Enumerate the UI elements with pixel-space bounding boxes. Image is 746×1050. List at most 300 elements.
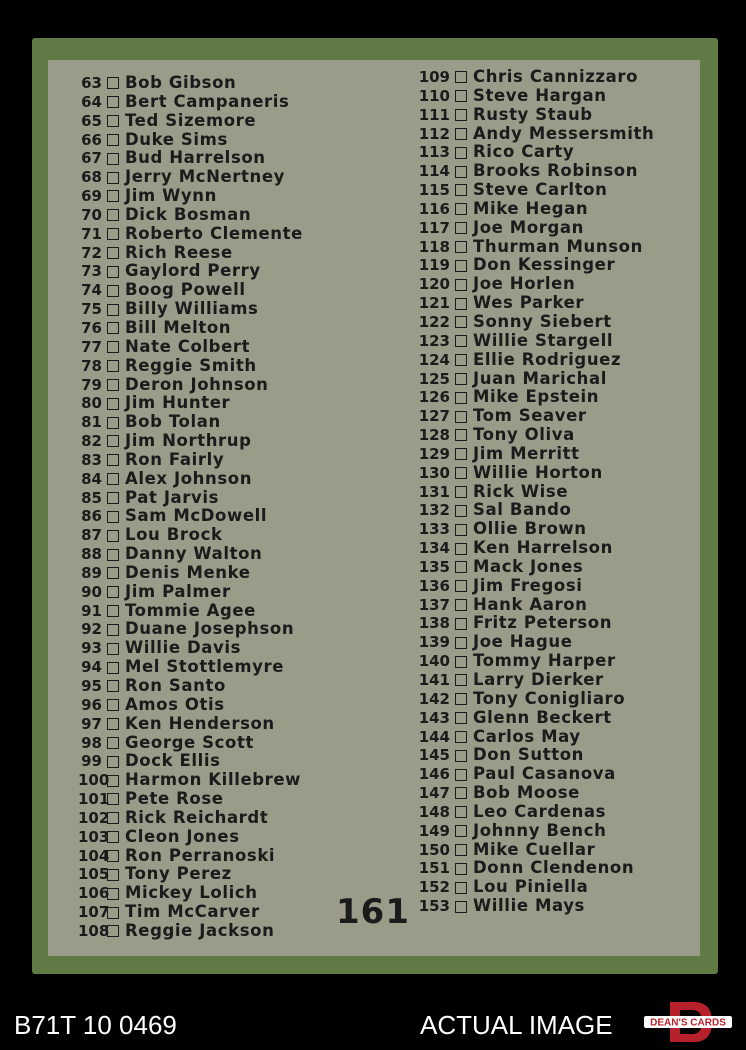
player-name: Jim Palmer xyxy=(125,581,231,601)
checklist-row xyxy=(78,187,408,206)
checklist-row xyxy=(78,790,408,809)
checkbox-icon[interactable] xyxy=(455,467,467,479)
checklist-row xyxy=(78,281,408,300)
player-name: Bob Moose xyxy=(473,783,580,803)
player-name: Pete Rose xyxy=(125,789,224,809)
checkbox-icon[interactable] xyxy=(107,435,119,447)
card-number-label: 119 xyxy=(418,256,450,275)
checkbox-icon[interactable] xyxy=(455,392,467,404)
checkbox-icon[interactable] xyxy=(107,888,119,900)
checklist-row xyxy=(418,275,708,294)
checklist-row xyxy=(78,131,408,150)
card-number-label: 97 xyxy=(81,714,102,733)
checklist-row xyxy=(78,376,408,395)
checklist-row xyxy=(78,206,408,225)
checkbox-icon[interactable] xyxy=(455,260,467,272)
checkbox-icon[interactable] xyxy=(455,561,467,573)
card-number-label: 139 xyxy=(418,633,450,652)
checklist-row xyxy=(418,897,708,916)
player-name: Larry Dierker xyxy=(473,670,604,689)
card-number-label: 146 xyxy=(418,765,450,784)
checklist-row xyxy=(418,633,708,652)
card-number-label: 125 xyxy=(418,369,450,388)
checkbox-icon[interactable] xyxy=(455,901,467,913)
checkbox-icon[interactable] xyxy=(107,322,119,334)
card-number-label: 96 xyxy=(81,695,102,714)
player-name: Mel Stottlemyre xyxy=(125,657,285,677)
checkbox-icon[interactable] xyxy=(455,354,467,366)
player-name: Chris Cannizzaro xyxy=(473,67,639,86)
checkbox-icon[interactable] xyxy=(107,680,119,692)
checkbox-icon[interactable] xyxy=(107,567,119,579)
checklist-row xyxy=(418,859,708,878)
checkbox-icon[interactable] xyxy=(107,737,119,749)
checklist-row xyxy=(418,200,708,219)
checkbox-icon[interactable] xyxy=(455,505,467,517)
checkbox-icon[interactable] xyxy=(455,806,467,818)
checkbox-icon[interactable] xyxy=(107,247,119,259)
player-name: Carlos May xyxy=(473,726,581,746)
player-name: Rich Reese xyxy=(125,242,233,262)
checkbox-icon[interactable] xyxy=(455,750,467,762)
card-number-label: 133 xyxy=(418,520,450,539)
checkbox-icon[interactable] xyxy=(455,882,467,894)
card-number-label: 92 xyxy=(81,620,102,639)
card-number-label: 115 xyxy=(418,181,450,200)
card-number-label: 147 xyxy=(418,784,450,803)
card-number-label: 123 xyxy=(418,331,450,350)
player-name: Mike Epstein xyxy=(473,387,600,407)
card-number-label: 129 xyxy=(418,444,450,463)
card-number-label: 98 xyxy=(81,733,102,752)
card-number-label: 110 xyxy=(418,86,450,105)
player-name: Reggie Jackson xyxy=(125,920,275,940)
card-number-label: 87 xyxy=(81,526,102,545)
checklist-row xyxy=(78,752,408,771)
player-name: Mickey Lolich xyxy=(125,883,258,903)
checkbox-icon[interactable] xyxy=(107,304,119,316)
player-name: Rick Reichardt xyxy=(125,807,269,827)
card-number-label: 114 xyxy=(418,162,450,181)
card-number-label: 72 xyxy=(81,243,102,262)
checkbox-icon[interactable] xyxy=(107,850,119,862)
player-name: Lou Piniella xyxy=(473,877,589,897)
checkbox-icon[interactable] xyxy=(107,379,119,391)
checkbox-icon[interactable] xyxy=(107,511,119,523)
checklist-row xyxy=(418,370,708,389)
player-name: Paul Casanova xyxy=(473,764,616,784)
card-number-label: 117 xyxy=(418,218,450,237)
checkbox-icon[interactable] xyxy=(455,599,467,611)
checkbox-icon[interactable] xyxy=(455,411,467,423)
checkbox-icon[interactable] xyxy=(455,71,467,83)
card-number-label: 153 xyxy=(418,897,450,916)
checkbox-icon[interactable] xyxy=(455,524,467,536)
checklist-row xyxy=(418,162,708,181)
card-number-label: 120 xyxy=(418,275,450,294)
card-number-label: 111 xyxy=(418,105,450,124)
checklist-row xyxy=(78,149,408,168)
card-number-label: 73 xyxy=(81,262,102,281)
checklist-row xyxy=(78,489,408,508)
checkbox-icon[interactable] xyxy=(107,605,119,617)
checkbox-icon[interactable] xyxy=(455,316,467,328)
catalog-id: B71T 10 0469 xyxy=(14,1010,177,1040)
card-number-label: 68 xyxy=(81,168,102,187)
player-name: Gaylord Perry xyxy=(125,261,261,281)
checkbox-icon[interactable] xyxy=(107,756,119,768)
checkbox-icon[interactable] xyxy=(107,172,119,184)
card-number-label: 127 xyxy=(418,407,450,426)
checklist-row xyxy=(78,338,408,357)
player-name: Willie Mays xyxy=(473,896,585,916)
card-number-label: 99 xyxy=(81,752,102,771)
checkbox-icon[interactable] xyxy=(107,77,119,89)
card-number-label: 150 xyxy=(418,840,450,859)
player-name: Jim Merritt xyxy=(473,443,580,463)
card-number-label: 140 xyxy=(418,652,450,671)
checklist-row xyxy=(78,809,408,828)
player-name: Bud Harrelson xyxy=(125,148,266,168)
checkbox-icon[interactable] xyxy=(455,203,467,215)
checklist-row xyxy=(418,313,708,332)
checkbox-icon[interactable] xyxy=(107,907,119,919)
checkbox-icon[interactable] xyxy=(107,662,119,674)
card-number-label: 137 xyxy=(418,595,450,614)
checkbox-icon[interactable] xyxy=(455,844,467,856)
card-number-label: 70 xyxy=(81,205,102,224)
checkbox-icon[interactable] xyxy=(107,341,119,353)
player-name: Bill Melton xyxy=(125,317,232,337)
checkbox-icon[interactable] xyxy=(107,190,119,202)
checklist-row xyxy=(418,709,708,728)
checkbox-icon[interactable] xyxy=(455,335,467,347)
player-name: Thurman Munson xyxy=(473,236,643,256)
checkbox-icon[interactable] xyxy=(107,115,119,127)
checkbox-icon[interactable] xyxy=(455,373,467,385)
player-name: Tom Seaver xyxy=(473,406,587,426)
player-name: Leo Cardenas xyxy=(473,801,607,821)
checkbox-icon[interactable] xyxy=(107,134,119,146)
card-number-label: 135 xyxy=(418,557,450,576)
card-number-label: 134 xyxy=(418,539,450,558)
player-name: Jim Hunter xyxy=(125,393,231,413)
player-name: Ron Perranoski xyxy=(125,845,276,865)
checklist-row xyxy=(78,394,408,413)
checklist-row xyxy=(78,771,408,790)
card-number-label: 88 xyxy=(81,545,102,564)
player-name: Denis Menke xyxy=(125,562,251,582)
checklist-row xyxy=(418,332,708,351)
card-number-label: 85 xyxy=(81,488,102,507)
card-number-label: 71 xyxy=(81,224,102,243)
player-name: Rusty Staub xyxy=(473,104,593,124)
checkbox-icon[interactable] xyxy=(107,831,119,843)
checkbox-icon[interactable] xyxy=(107,699,119,711)
checkbox-icon[interactable] xyxy=(107,417,119,429)
card-number-label: 93 xyxy=(81,639,102,658)
checkbox-icon[interactable] xyxy=(455,279,467,291)
player-name: Donn Clendenon xyxy=(473,858,635,878)
checkbox-icon[interactable] xyxy=(107,153,119,165)
player-name: Jim Northrup xyxy=(125,431,252,451)
player-name: Juan Marichal xyxy=(473,368,607,388)
card-number-label: 113 xyxy=(418,143,450,162)
card-number-label: 83 xyxy=(81,450,102,469)
checkbox-icon[interactable] xyxy=(455,731,467,743)
checkbox-icon[interactable] xyxy=(455,637,467,649)
checklist-row xyxy=(418,746,708,765)
card-number-label: 109 xyxy=(418,68,450,86)
player-name: Dick Bosman xyxy=(125,204,252,224)
checklist-row xyxy=(78,470,408,489)
card-number-label: 142 xyxy=(418,689,450,708)
player-name: Bert Campaneris xyxy=(125,91,290,111)
checklist-row xyxy=(418,596,708,615)
checklist-row xyxy=(78,620,408,639)
player-name: Ted Sizemore xyxy=(125,110,257,130)
player-name: Brooks Robinson xyxy=(473,161,639,181)
card-number-label: 94 xyxy=(81,658,102,677)
checklist-row xyxy=(78,658,408,677)
card-number-label: 80 xyxy=(81,394,102,413)
checklist-row xyxy=(418,539,708,558)
checklist-row xyxy=(78,225,408,244)
card-number-label: 75 xyxy=(81,300,102,319)
checklist-row xyxy=(418,878,708,897)
card-number-label: 69 xyxy=(81,187,102,206)
card-number-label: 112 xyxy=(418,124,450,143)
card-number-label: 65 xyxy=(81,111,102,130)
checkbox-icon[interactable] xyxy=(455,128,467,140)
checklist-row xyxy=(78,319,408,338)
checklist-row xyxy=(78,828,408,847)
checklist-row xyxy=(418,728,708,747)
checklist-row xyxy=(418,690,708,709)
checklist-row xyxy=(418,256,708,275)
checklist-row xyxy=(418,445,708,464)
card-number-label: 86 xyxy=(81,507,102,526)
checkbox-icon[interactable] xyxy=(455,90,467,102)
player-name: Alex Johnson xyxy=(125,468,253,488)
checklist-row xyxy=(78,300,408,319)
card-number-label: 91 xyxy=(81,601,102,620)
checkbox-icon[interactable] xyxy=(107,473,119,485)
checklist-row xyxy=(418,671,708,690)
checklist-row xyxy=(418,483,708,502)
card-number-label: 101 xyxy=(78,790,110,809)
checklist-row xyxy=(78,734,408,753)
player-name: Joe Horlen xyxy=(473,274,576,294)
player-name: Joe Morgan xyxy=(473,217,584,237)
card-number-label: 64 xyxy=(81,92,102,111)
checkbox-icon[interactable] xyxy=(107,266,119,278)
checklist-row xyxy=(418,577,708,596)
card-number-label: 100 xyxy=(78,771,110,790)
checkbox-icon[interactable] xyxy=(455,693,467,705)
card-number-label: 136 xyxy=(418,576,450,595)
player-name: Don Kessinger xyxy=(473,255,616,275)
card-number-label: 128 xyxy=(418,426,450,445)
player-name: Danny Walton xyxy=(125,544,263,564)
checkbox-icon[interactable] xyxy=(107,812,119,824)
checkbox-icon[interactable] xyxy=(107,492,119,504)
checkbox-icon[interactable] xyxy=(107,624,119,636)
checklist-row xyxy=(78,602,408,621)
player-name: Dock Ellis xyxy=(125,751,221,771)
player-name: Steve Carlton xyxy=(473,180,608,200)
card-number-label: 105 xyxy=(78,865,110,884)
checkbox-icon[interactable] xyxy=(107,775,119,787)
player-name: Bob Tolan xyxy=(125,412,221,432)
checkbox-icon[interactable] xyxy=(455,674,467,686)
card-number-label: 132 xyxy=(418,501,450,520)
checkbox-icon[interactable] xyxy=(455,147,467,159)
checklist-row xyxy=(418,841,708,860)
player-name: Tommie Agee xyxy=(125,600,256,620)
checklist-row xyxy=(78,507,408,526)
card-number-label: 124 xyxy=(418,350,450,369)
checklist-row xyxy=(78,112,408,131)
checklist-row xyxy=(78,847,408,866)
checkbox-icon[interactable] xyxy=(107,869,119,881)
card-number-label: 116 xyxy=(418,199,450,218)
checkbox-icon[interactable] xyxy=(455,298,467,310)
player-name: Hank Aaron xyxy=(473,594,588,614)
checkbox-icon[interactable] xyxy=(455,543,467,555)
card-number-label: 145 xyxy=(418,746,450,765)
player-name: Sal Bando xyxy=(473,500,572,520)
checklist-row xyxy=(78,564,408,583)
card-number-label: 74 xyxy=(81,281,102,300)
player-name: Ron Fairly xyxy=(125,449,225,469)
checklist-row xyxy=(78,526,408,545)
checkbox-icon[interactable] xyxy=(455,618,467,630)
player-name: Ellie Rodriguez xyxy=(473,349,622,369)
checkbox-icon[interactable] xyxy=(107,530,119,542)
checkbox-icon[interactable] xyxy=(455,429,467,441)
card-number-label: 143 xyxy=(418,708,450,727)
player-name: Rick Wise xyxy=(473,481,569,501)
checklist-row xyxy=(78,74,408,93)
checklist-row xyxy=(418,351,708,370)
checklist-row xyxy=(418,68,708,87)
card-number-label: 90 xyxy=(81,582,102,601)
card-number-label: 141 xyxy=(418,671,450,689)
checkbox-icon[interactable] xyxy=(455,184,467,196)
checkbox-icon[interactable] xyxy=(455,656,467,668)
checkbox-icon[interactable] xyxy=(107,643,119,655)
checklist-row xyxy=(78,677,408,696)
checkbox-icon[interactable] xyxy=(455,580,467,592)
checklist-row xyxy=(78,865,408,884)
checkbox-icon[interactable] xyxy=(107,360,119,372)
player-name: Ken Henderson xyxy=(125,713,275,733)
checkbox-icon[interactable] xyxy=(107,586,119,598)
player-name: Willie Stargell xyxy=(473,330,614,350)
checklist-row xyxy=(78,244,408,263)
checklist-row xyxy=(418,426,708,445)
player-name: Glenn Beckert xyxy=(473,707,612,727)
checklist-row xyxy=(418,407,708,426)
checkbox-icon[interactable] xyxy=(107,285,119,297)
checklist-row xyxy=(418,106,708,125)
checkbox-icon[interactable] xyxy=(455,241,467,253)
player-name: Ollie Brown xyxy=(473,519,587,539)
card-number-label: 148 xyxy=(418,802,450,821)
card-number-label: 118 xyxy=(418,237,450,256)
player-name: Duane Josephson xyxy=(125,619,295,639)
player-name: Tommy Harper xyxy=(473,651,616,671)
checklist-row xyxy=(418,294,708,313)
checkbox-icon[interactable] xyxy=(455,712,467,724)
card-number-label: 126 xyxy=(418,388,450,407)
checkbox-icon[interactable] xyxy=(107,454,119,466)
player-name: Sonny Siebert xyxy=(473,311,612,331)
player-name: Willie Horton xyxy=(473,462,603,482)
card-number-label: 131 xyxy=(418,482,450,501)
checkbox-icon[interactable] xyxy=(455,825,467,837)
player-name: Fritz Peterson xyxy=(473,613,613,633)
player-name: Deron Johnson xyxy=(125,374,269,394)
checklist-row xyxy=(78,168,408,187)
checklist-row xyxy=(418,181,708,200)
checklist-row xyxy=(418,822,708,841)
player-name: Mike Hegan xyxy=(473,198,589,218)
player-name: Don Sutton xyxy=(473,745,585,765)
player-name: Lou Brock xyxy=(125,525,223,545)
player-name: Roberto Clemente xyxy=(125,223,303,243)
card-number-label: 67 xyxy=(81,149,102,168)
card-number-label: 82 xyxy=(81,432,102,451)
checkbox-icon[interactable] xyxy=(107,209,119,221)
card-number-label: 95 xyxy=(81,677,102,695)
checkbox-icon[interactable] xyxy=(107,718,119,730)
card-number-label: 84 xyxy=(81,469,102,488)
player-name: Nate Colbert xyxy=(125,336,251,356)
checkbox-icon[interactable] xyxy=(455,486,467,498)
checkbox-icon[interactable] xyxy=(107,96,119,108)
checkbox-icon[interactable] xyxy=(455,863,467,875)
checkbox-icon[interactable] xyxy=(107,925,119,937)
checklist-row xyxy=(418,238,708,257)
checkbox-icon[interactable] xyxy=(107,549,119,561)
checklist-row xyxy=(418,125,708,144)
checkbox-icon[interactable] xyxy=(107,228,119,240)
player-name: Ron Santo xyxy=(125,676,226,695)
player-name: Mack Jones xyxy=(473,556,584,576)
checklist-row xyxy=(78,583,408,602)
checkbox-icon[interactable] xyxy=(455,166,467,178)
checkbox-icon[interactable] xyxy=(455,787,467,799)
checkbox-icon[interactable] xyxy=(107,793,119,805)
checklist-row xyxy=(418,803,708,822)
player-name: Steve Hargan xyxy=(473,85,607,105)
checklist-left-column xyxy=(78,74,408,941)
checkbox-icon[interactable] xyxy=(455,769,467,781)
player-name: Tony Conigliaro xyxy=(473,688,626,708)
card-number-label: 144 xyxy=(418,727,450,746)
card-number-label: 107 xyxy=(78,903,110,922)
checkbox-icon[interactable] xyxy=(107,398,119,410)
card-number-label: 108 xyxy=(78,921,110,940)
checklist-right-column xyxy=(418,68,708,916)
checkbox-icon[interactable] xyxy=(455,448,467,460)
player-name: Joe Hague xyxy=(473,632,573,652)
checkbox-icon[interactable] xyxy=(455,222,467,234)
checkbox-icon[interactable] xyxy=(455,109,467,121)
checklist-row xyxy=(78,262,408,281)
